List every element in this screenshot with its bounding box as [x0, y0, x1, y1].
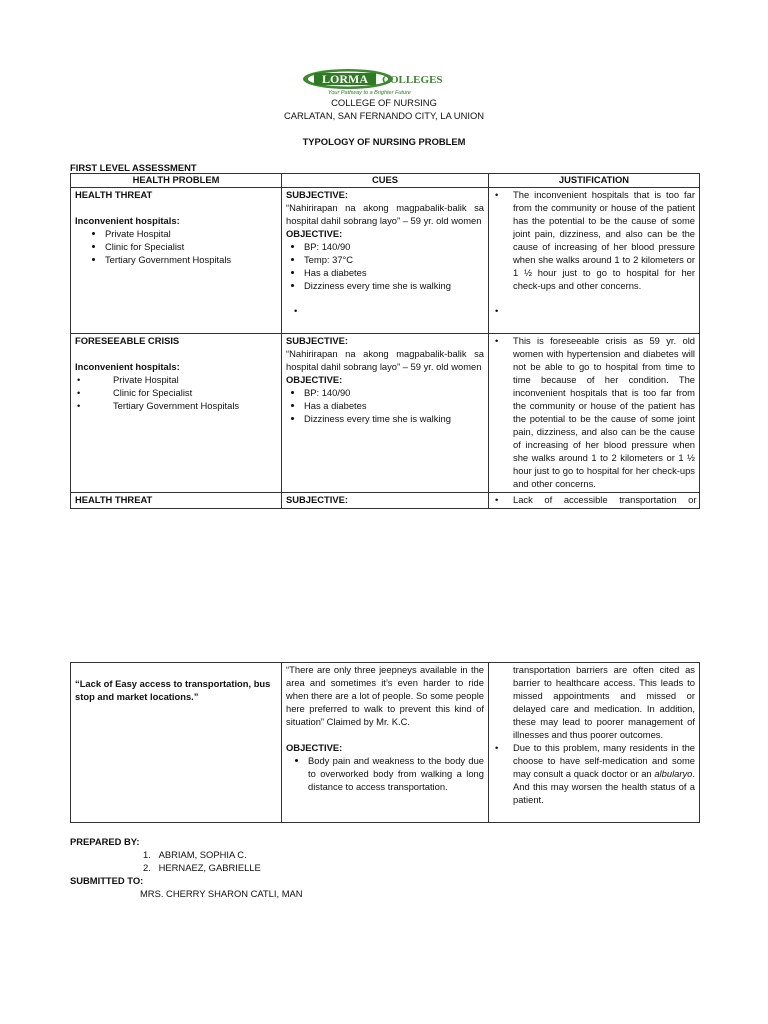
assessment-table-continued	[70, 662, 700, 823]
table-row	[71, 492, 700, 508]
lorma-logo	[300, 68, 442, 98]
problem-cell: FORESEEABLE CRISIS Inconvenient hospitals: • Private Hospital • Clinic for Specialist • Tertiary Government Hospitals	[71, 333, 282, 492]
table-row	[71, 333, 700, 492]
assessment-table	[70, 173, 700, 509]
problem-cell: “Lack of Easy access to transportation, bus stop and market locations.”	[71, 663, 282, 823]
problem-cell: HEALTH THREAT	[71, 492, 282, 508]
justification-cell: • This is foreseeable crisis as 59 yr. old women with hypertension and diabetes will not be able to go to hospital from time to time because of her condition. The inconvenient hospitals that is too far from the community or house of the patient has the potential to be the cause of some joint pain, dizziness, and also can be the cause of increasing of her blood pressure when she walks around 1 to 2 kilometers or 1 ½ hour just to go to hospital for her check-ups and other concerns.	[489, 333, 700, 492]
col-header-justification: JUSTIFICATION	[489, 174, 700, 188]
document-title: TYPOLOGY OF NURSING PROBLEM	[302, 136, 466, 147]
cues-cell: “There are only three jeepneys available in the area and sometimes it’s even harder to ride when there are a lot of people. So some people here preferred to walk to prevent this kind of situation” Claimed by Mr. K.C. OBJECTIVE: • Body pain and weakness to the body due to overworked body from walking a long distance to access transportation.	[282, 663, 489, 823]
college-address: CARLATAN, SAN FERNANDO CITY, LA UNION	[283, 110, 485, 121]
col-header-problem: HEALTH PROBLEM	[71, 174, 282, 188]
justification-cell: • Lack of accessible transportation or	[489, 492, 700, 508]
submitted-to-label: SUBMITTED TO:	[70, 875, 144, 886]
table-header-row	[71, 174, 700, 188]
col-header-cues: CUES	[282, 174, 489, 188]
justification-cell: • The inconvenient hospitals that is too far from the community or house of the patient has the potential to be the cause of some joint pain, dizziness, and also can be the cause of increasing of her blood pressure when she walks around 1 to 2 kilometers or 1 ½ hour just to go to hospital for her check-ups and other concerns. •	[489, 187, 700, 333]
submitted-to-name: MRS. CHERRY SHARON CATLI, MAN	[140, 888, 303, 899]
cues-cell: SUBJECTIVE: “Nahirirapan na akong magpabalik-balik sa hospital dahil sobrang layo” – 59 yr. old women OBJECTIVE: • BP: 140/90 • Temp: 37°C • Has a diabetes • Dizziness every time she is walking •	[282, 187, 489, 333]
preparer-item: 1. ABRIAM, SOPHIA C.	[143, 849, 247, 860]
prepared-by-label: PREPARED BY:	[70, 836, 140, 847]
problem-cell: HEALTH THREAT Inconvenient hospitals: • Private Hospital • Clinic for Specialist • Tertiary Government Hospitals	[71, 187, 282, 333]
preparer-item: 2. HERNAEZ, GABRIELLE	[143, 862, 261, 873]
table-row	[71, 663, 700, 823]
svg-text:COLLEGES: COLLEGES	[382, 74, 442, 86]
svg-text:Your Pathway to a Brighter Fut: Your Pathway to a Brighter Future	[328, 90, 411, 96]
justification-cell: transportation barriers are often cited as barrier to healthcare access. This leads to missed appointments and missed or delayed care and medication. In addition, these may lead to poorer management of illnesses and thus poorer outcomes. • Due to this problem, many residents in the choose to have self-medication and some may consult a quack doctor or an albularyo. And this may worsen the health status of a patient.	[489, 663, 700, 823]
cues-cell: SUBJECTIVE:	[282, 492, 489, 508]
logo-text: LORMA	[322, 72, 368, 86]
table-row	[71, 187, 700, 333]
college-name: COLLEGE OF NURSING	[331, 97, 437, 108]
section-heading: FIRST LEVEL ASSESSMENT	[70, 162, 197, 173]
cues-cell: SUBJECTIVE: “Nahirirapan na akong magpabalik-balik sa hospital dahil sobrang layo” – 59 yr. old women OBJECTIVE: • BP: 140/90 • Has a diabetes • Dizziness every time she is walking	[282, 333, 489, 492]
